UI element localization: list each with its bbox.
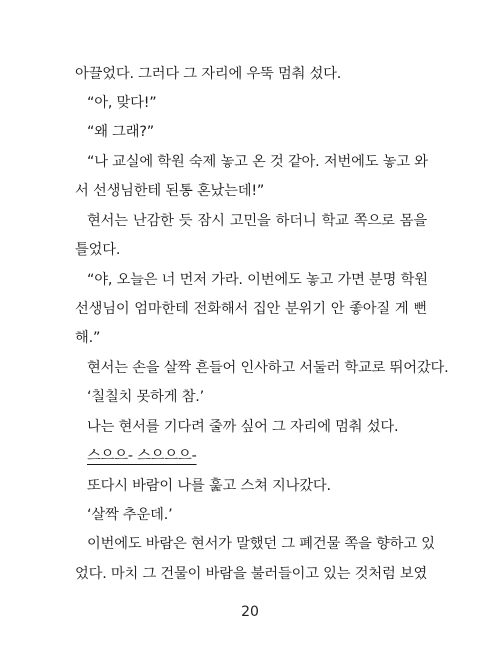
text-line: “나 교실에 학원 숙제 놓고 온 것 같아. 저번에도 놓고 와 — [87, 154, 428, 170]
text-line: “야, 오늘은 너 먼저 가라. 이번에도 놓고 가면 분명 학원 — [87, 272, 428, 288]
text-line: ‘살짝 추운데.’ — [87, 507, 173, 523]
text-line: 아끌었다. 그러다 그 자리에 우뚝 멈춰 섰다. — [75, 66, 342, 82]
text-line: 었다. 마치 그 건물이 바람을 불러들이고 있는 것처럼 보였 — [75, 566, 428, 582]
text-line: 해.” — [75, 330, 101, 346]
page-number: 20 — [241, 604, 259, 620]
text-line: “왜 그래?” — [87, 124, 154, 140]
text-line: 이번에도 바람은 현서가 말했던 그 폐건물 쪽을 향하고 있 — [87, 536, 435, 552]
text-line: 현서는 난감한 듯 잠시 고민을 하더니 학교 쪽으로 몸을 — [87, 213, 427, 229]
underlined-sound-effect: 스으으- 스으으으- — [87, 448, 197, 464]
text-line: 서 선생님한테 된통 혼났는데!” — [75, 183, 265, 199]
text-line: 현서는 손을 살짝 흔들어 인사하고 서둘러 학교로 뛰어갔다. — [87, 360, 449, 376]
text-line: 틀었다. — [75, 242, 121, 258]
text-line: 또다시 바람이 나를 훑고 스쳐 지나갔다. — [87, 478, 331, 494]
text-line: 나는 현서를 기다려 줄까 싶어 그 자리에 멈춰 섰다. — [87, 419, 399, 435]
text-line: 선생님이 엄마한테 전화해서 집안 분위기 안 좋아질 게 뻔 — [75, 301, 427, 317]
text-line: “아, 맞다!” — [87, 95, 157, 111]
text-line: ‘칠칠치 못하게 참.’ — [87, 389, 204, 405]
